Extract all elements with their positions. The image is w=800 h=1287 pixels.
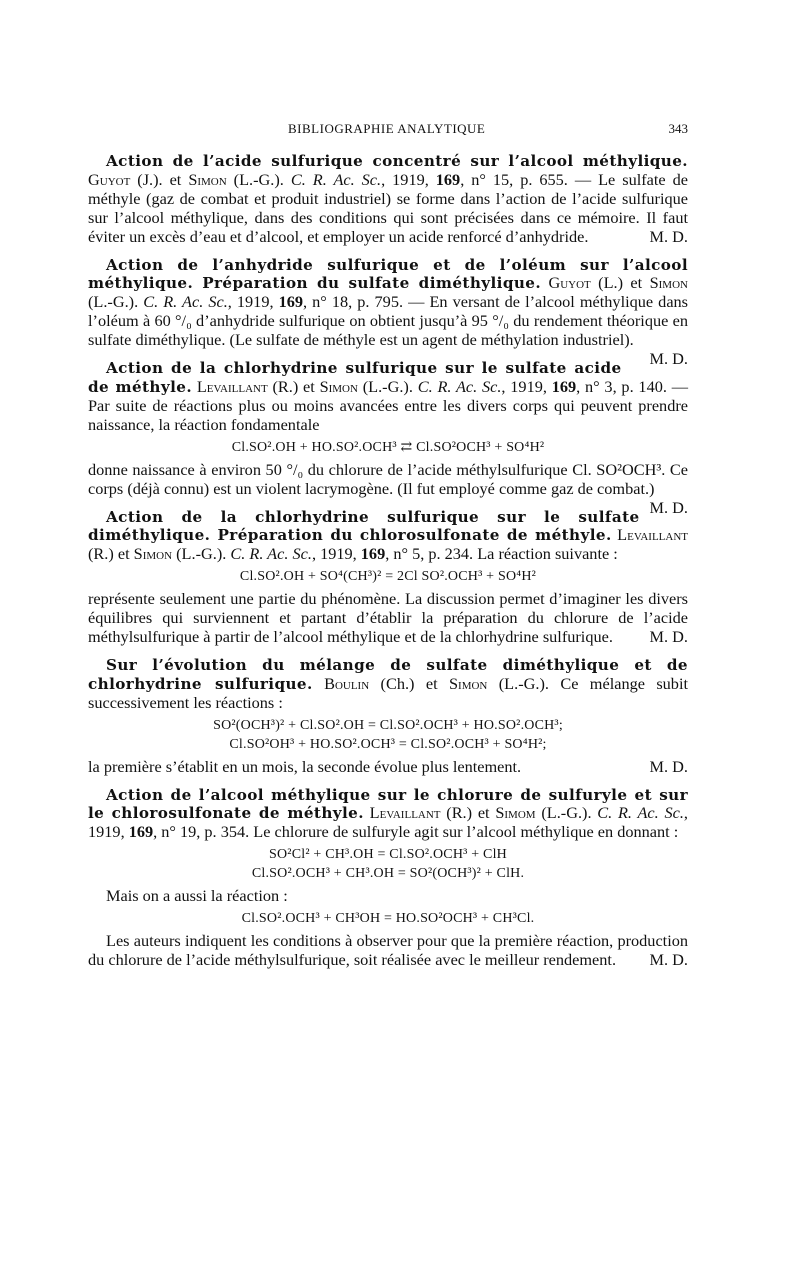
volume-number: 169 — [551, 376, 577, 396]
abstract-text: Les auteurs indiquent les conditions à observer pour que la première réaction, production du chlorure de l’acide méthylsulfurique, soit réalisée avec le meilleur rendement. — [88, 931, 688, 970]
journal-name: C. R. Ac. Sc. — [417, 376, 502, 396]
abstract-text: représente seulement une partie du phénomène. La discussion permet d’imaginer les divers équilibres qui surviennent et partant d’établir la préparation du chlorure de l’acide méthylsulfurique à partir de l’alcool méthylique et de la chlorhydrine sulfurique. — [88, 589, 688, 647]
author-name: Simon — [319, 376, 358, 396]
entry-title: Action de l’anhydride sulfurique et de l’oléum sur l’alcool méthylique. Préparation du sulfate diméthylique. — [88, 255, 688, 293]
abstract-text: Le chlorure de sulfuryle agit sur l’alcool méthylique en donnant : — [253, 822, 679, 842]
chemical-equation: SO²Cl² + CH³.OH = Cl.SO².OCH³ + ClH — [269, 847, 507, 863]
volume-number: 169 — [128, 822, 154, 842]
author-name: Simon — [448, 673, 488, 693]
entry-title: Action de l’acide sulfurique concentré sur l’alcool méthylique. — [106, 152, 688, 170]
author-name: Levaillant — [369, 803, 441, 823]
journal-name: C. R. Ac. Sc. — [230, 544, 312, 564]
signature: M. D. — [649, 349, 688, 369]
chemical-equation: Cl.SO²OH³ + HO.SO².OCH³ = Cl.SO².OCH³ + SO⁴H²; — [229, 736, 547, 752]
chemical-equation: Cl.SO².OCH³ + CH³.OH = SO²(OCH³)² + ClH. — [251, 866, 525, 882]
author-name: Simon — [133, 544, 173, 564]
entry-title: Action de la chlorhydrine sulfurique sur le sulfate acide de méthyle. — [88, 359, 622, 396]
running-title: BIBLIOGRAPHIE ANALYTIQUE — [288, 121, 486, 136]
entry-title: Sur l’évolution du mélange de sulfate diméthylique et de chlorhydrine sulfurique. — [88, 655, 688, 693]
equation-group — [88, 845, 688, 883]
signature: M. D. — [649, 627, 688, 647]
page-number: 343 — [668, 121, 688, 136]
signature: M. D. — [649, 756, 688, 776]
page-body — [88, 152, 688, 979]
abstract-text: donne naissance à environ 50 °/₀ du chlorure de l’acide méthylsulfurique Cl. SO²OCH³. Ce corps (déjà connu) est un violent lacrymogène. (Il fut employé comme gaz de combat.) — [88, 459, 688, 498]
author-name: Guyot — [88, 169, 131, 189]
page-header — [88, 121, 688, 141]
abstract-entry: Action de l’alcool méthylique sur le chlorure de sulfuryle et sur le chlorosulfonate de méthyle. Levaillant (R.) et Simom (L.-G.). C. R. Ac. Sc., 1919, 169, n° 19, p. 354. Le chlorure de sulfuryle agit sur l’alcool méthylique en donnant : SO²Cl² + CH³.OH = Cl.SO².OCH³ + ClH Cl.SO².OCH³ + CH³.OH = SO²(OCH³)² + ClH. Mais on a aussi la réaction : Cl.SO².OCH³ + CH³OH = HO.SO²OCH³ + CH³Cl. Les auteurs indiquent les conditions à observer pour que la première réaction, production du chlorure de l’acide méthylsulfurique, soit réalisée avec le meilleur rendement. M. D. — [88, 785, 688, 970]
author-name: Guyot — [548, 273, 591, 293]
abstract-entry: Sur l’évolution du mélange de sulfate diméthylique et de chlorhydrine sulfurique. Boulin (Ch.) et Simon (L.-G.). Ce mélange subit successivement les réactions : SO²(OCH³)² + Cl.SO².OH = Cl.SO².OCH³ + HO.SO².OCH³; Cl.SO²OH³ + HO.SO².OCH³ = Cl.SO².OCH³ + SO⁴H²; la première s’établit en un mois, la seconde évolue plus lentement. M. D. — [88, 655, 688, 776]
author-name: Simon — [649, 273, 688, 293]
journal-name: C. R. Ac. Sc. — [597, 803, 684, 823]
abstract-text: Mais on a aussi la réaction : — [106, 886, 288, 906]
author-name: Levaillant — [196, 376, 268, 396]
abstract-text: En versant de l’alcool méthylique dans l’oléum à 60 °/₀ d’anhydride sulfurique on obtient jusqu’à 95 °/₀ du rendement théorique en sulfate diméthylique. (Le sulfate de méthyle est un agent de méthylation industriel). — [88, 292, 689, 350]
entry-title: Action de l’alcool méthylique sur le chlorure de sulfuryle et sur le chlorosulfonate de méthyle. — [88, 785, 688, 823]
abstract-entry: Action de l’anhydride sulfurique et de l’oléum sur l’alcool méthylique. Préparation du sulfate diméthylique. Guyot (L.) et Simon (L.-G.). C. R. Ac. Sc., 1919, 169, n° 18, p. 795. — En versant de l’alcool méthylique dans l’oléum à 60 °/₀ d’anhydride sulfurique on obtient jusqu’à 95 °/₀ du rendement théorique en sulfate diméthylique. (Le sulfate de méthyle est un agent de méthylation industriel). M. D. — [88, 255, 689, 369]
abstract-text: Par suite de réactions plus ou moins avancées entre les divers corps qui peuvent prendre naissance, la réaction fondamentale — [88, 395, 688, 434]
equation-group — [88, 716, 688, 754]
abstract-entry: Action de la chlorhydrine sulfurique sur le sulfate diméthylique. Préparation du chlorosulfonate de méthyle. Levaillant (R.) et Simon (L.-G.). C. R. Ac. Sc., 1919, 169, n° 5, p. 234. La réaction suivante : Cl.SO².OH + SO⁴(CH³)² = 2Cl SO².OCH³ + SO⁴H² représente seulement une partie du phénomène. La discussion permet d’imaginer les divers équilibres qui surviennent et partant d’établir la préparation du chlorure de l’acide méthylsulfurique à partir de l’alcool méthylique et de la chlorhydrine sulfurique. M. D. — [88, 507, 688, 647]
abstract-text: La réaction suivante : — [477, 544, 618, 564]
abstract-entry: Action de l’acide sulfurique concentré sur l’alcool méthylique. Guyot (J.). et Simon (L.-G.). C. R. Ac. Sc., 1919, 169, n° 15, p. 655. — Le sulfate de méthyle (gaz de combat et produit industriel) se forme dans l’action de l’acide sulfurique sur l’alcool méthylique, dans des conditions qui sont précisées dans ce mémoire. Il faut éviter un excès d’eau et d’alcool, et employer un acide renforcé d’anhydride. M. D. — [88, 152, 688, 246]
author-name: Simom — [495, 803, 536, 823]
chemical-equation: SO²(OCH³)² + Cl.SO².OH = Cl.SO².OCH³ + HO.SO².OCH³; — [213, 717, 563, 733]
signature: M. D. — [649, 950, 688, 970]
abstract-text: Ce mélange subit successivement les réactions : — [88, 673, 688, 712]
journal-name: C. R. Ac. Sc. — [143, 292, 228, 312]
chemical-equation: Cl.SO².OH + HO.SO².OCH³ ⇄ Cl.SO²OCH³ + SO⁴H² — [231, 439, 545, 455]
abstract-text: la première s’établit en un mois, la seconde évolue plus lentement. — [88, 756, 522, 776]
abstract-entry: Action de la chlorhydrine sulfurique sur le sulfate acide de méthyle. Levaillant (R.) et Simon (L.-G.). C. R. Ac. Sc., 1919, 169, n° 3, p. 140. — Par suite de réactions plus ou moins avancées entre les divers corps qui peuvent prendre naissance, la réaction fondamentale Cl.SO².OH + HO.SO².OCH³ ⇄ Cl.SO²OCH³ + SO⁴H² donne naissance à environ 50 °/₀ du chlorure de l’acide méthylsulfurique Cl. SO²OCH³. Ce corps (déjà connu) est un violent lacrymogène. (Il fut employé comme gaz de combat.) M. D. — [88, 359, 688, 517]
author-name: Levaillant — [617, 525, 688, 545]
chemical-equation: Cl.SO².OH + SO⁴(CH³)² = 2Cl SO².OCH³ + SO⁴H² — [239, 569, 537, 585]
signature: M. D. — [649, 497, 688, 517]
journal-name: C. R. Ac. Sc. — [290, 169, 382, 189]
entry-title: Action de la chlorhydrine sulfurique sur le sulfate diméthylique. Préparation du chlorosulfonate de méthyle. — [88, 507, 640, 545]
volume-number: 169 — [435, 169, 461, 189]
chemical-equation: Cl.SO².OCH³ + CH³OH = HO.SO²OCH³ + CH³Cl. — [241, 911, 535, 927]
author-name: Simon — [188, 169, 227, 189]
abstract-text: Le sulfate de méthyle (gaz de combat et produit industriel) se forme dans l’action de l’acide sulfurique sur l’alcool méthylique, dans des conditions qui sont précisées dans ce mémoire. Il faut éviter un excès d’eau et d’alcool, et employer un acide renforcé d’anhydride. — [88, 169, 688, 246]
volume-number: 169 — [278, 292, 304, 312]
author-name: Boulin — [324, 673, 370, 693]
signature: M. D. — [649, 226, 688, 246]
volume-number: 169 — [360, 544, 386, 564]
